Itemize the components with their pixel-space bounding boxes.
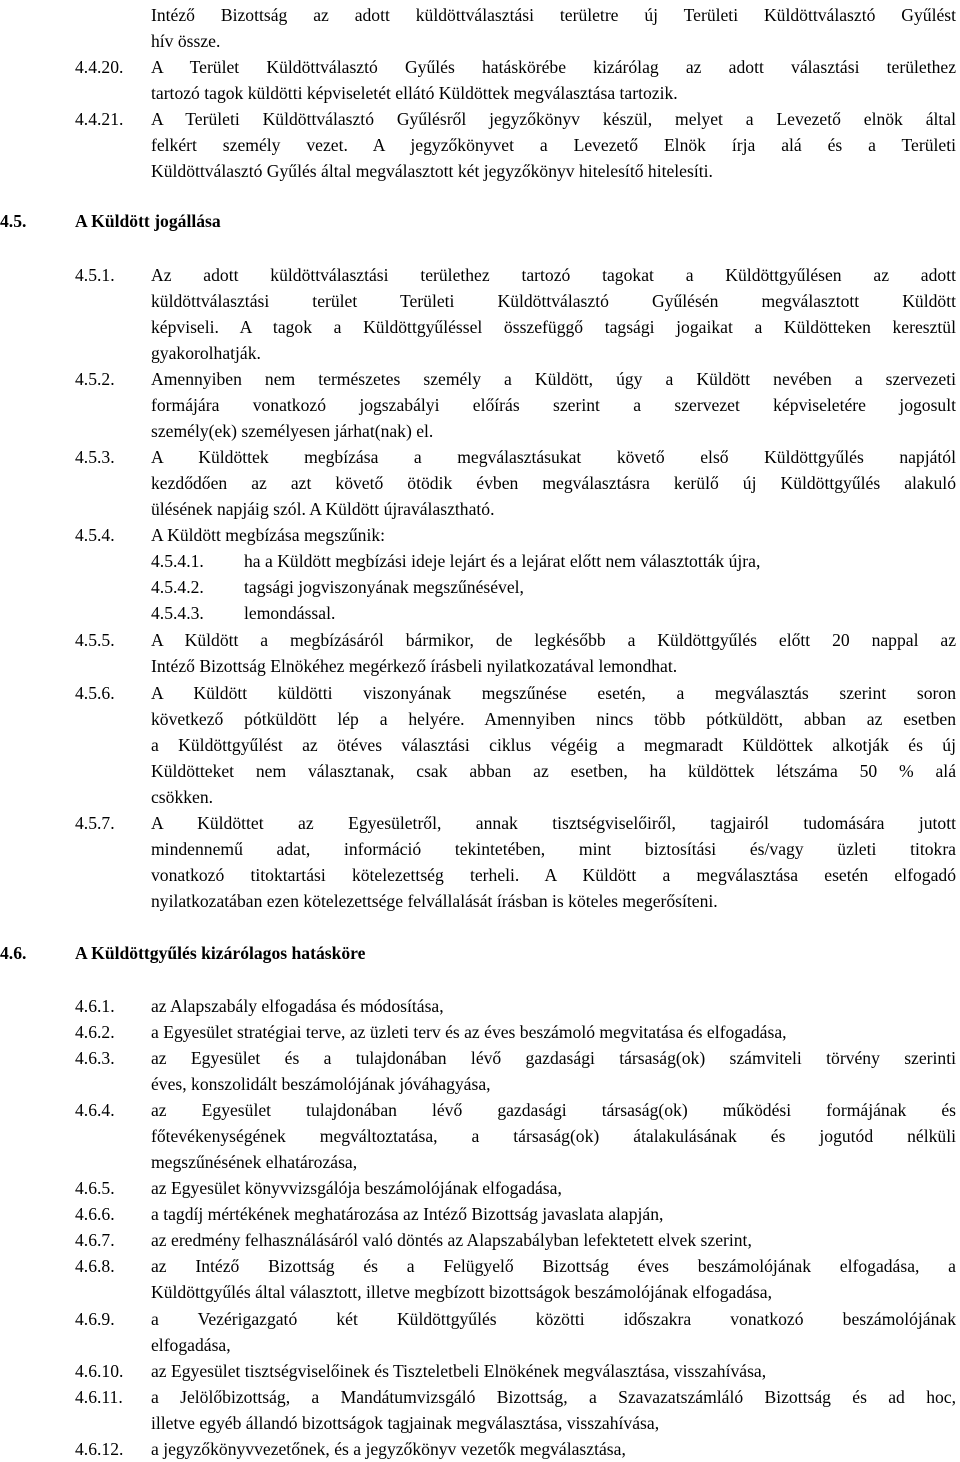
paragraph-4-6-5: az Egyesület könyvvizsgálója beszámolójának elfogadása, <box>151 1178 562 1198</box>
paragraph-4-5-3-line-2: kezdődően az azt követő ötödik évben megválasztásra kerülő új Küldöttgyűlés alakuló <box>151 473 956 493</box>
sub-number-4-5-4-1: 4.5.4.1. <box>151 551 204 571</box>
section-number-4-6-1: 4.6.1. <box>75 996 115 1016</box>
paragraph-4-5-3-line-1: A Küldöttek megbízása a megválasztásukat követő első Küldöttgyűlés napjától <box>151 447 956 467</box>
paragraph-4-4-21-line-2: felkért személy vezet. A jegyzőkönyvet a Levezető Elnök írja alá és a Területi <box>151 135 956 155</box>
paragraph-4-5-2-line-3: személy(ek) személyesen járhat(nak) el. <box>151 421 434 441</box>
section-number-4-4-20: 4.4.20. <box>75 57 124 77</box>
paragraph-4-6-8-line-2: Küldöttgyűlés által választott, illetve megbízott bizottságok beszámolójának elfogadása, <box>151 1282 772 1302</box>
section-number-4-5-4: 4.5.4. <box>75 525 115 545</box>
sub-item-4-5-4-3: lemondással. <box>244 603 336 623</box>
intro-line-1: Intéző Bizottság az adott küldöttválasztási területre új Területi Küldöttválasztó Gyűlést <box>151 5 956 25</box>
section-number-4-6-12: 4.6.12. <box>75 1439 124 1459</box>
paragraph-4-5-2-line-2: formájára vonatkozó jogszabályi előírás szerint a szervezet képviseletére jogosult <box>151 395 956 415</box>
paragraph-4-5-7-line-1: A Küldöttet az Egyesületről, annak tisztségviselőiről, tagjairól tudomására jutott <box>151 813 956 833</box>
paragraph-4-6-8-line-1: az Intéző Bizottság és a Felügyelő Bizottság éves beszámolójának elfogadása, a <box>151 1256 956 1276</box>
paragraph-4-6-3-line-1: az Egyesület és a tulajdonában lévő gazdasági társaság(ok) számviteli törvény szerinti <box>151 1048 956 1068</box>
paragraph-4-6-2: a Egyesület stratégiai terve, az üzleti terv és az éves beszámoló megvitatása és elfogadása, <box>151 1022 787 1042</box>
paragraph-4-4-20-line-2: tartozó tagok küldötti képviseletét ellátó Küldöttek megválasztása tartozik. <box>151 83 678 103</box>
section-number-4-5-5: 4.5.5. <box>75 630 115 650</box>
section-number-4-6-4: 4.6.4. <box>75 1100 115 1120</box>
section-number-4-6-10: 4.6.10. <box>75 1361 124 1381</box>
heading-number-4-6: 4.6. <box>0 943 27 963</box>
paragraph-4-5-1-line-4: gyakorolhatják. <box>151 343 261 363</box>
paragraph-4-5-6-line-4: Küldötteket nem választanak, csak abban az esetben, ha küldöttek létszáma 50 % alá <box>151 761 956 781</box>
paragraph-4-6-3-line-2: éves, konszolidált beszámolójának jóváhagyása, <box>151 1074 491 1094</box>
paragraph-4-5-6-line-2: következő pótküldött lép a helyére. Amennyiben nincs több pótküldött, abban az esetben <box>151 709 956 729</box>
paragraph-4-6-10: az Egyesület tisztségviselőinek és Tiszteletbeli Elnökének megválasztása, visszahívása, <box>151 1361 767 1381</box>
paragraph-4-5-3-line-3: ülésének napjáig szól. A Küldött újraválasztható. <box>151 499 495 519</box>
paragraph-4-6-11-line-2: illetve egyéb állandó bizottságok tagjainak megválasztása, visszahívása, <box>151 1413 660 1433</box>
section-number-4-6-6: 4.6.6. <box>75 1204 115 1224</box>
section-number-4-5-1: 4.5.1. <box>75 265 115 285</box>
paragraph-4-5-5-line-1: A Küldött a megbízásáról bármikor, de legkésőbb a Küldöttgyűlés előtt 20 nappal az <box>151 630 956 650</box>
section-number-4-5-7: 4.5.7. <box>75 813 115 833</box>
paragraph-4-5-7-line-2: mindennemű adat, információ tekintetében, mint biztosítási és/vagy üzleti titokra <box>151 839 956 859</box>
paragraph-4-5-6-line-5: csökken. <box>151 787 214 807</box>
section-number-4-6-9: 4.6.9. <box>75 1309 115 1329</box>
paragraph-4-6-9-line-2: elfogadása, <box>151 1335 231 1355</box>
paragraph-4-5-1-line-1: Az adott küldöttválasztási területhez tartozó tagokat a Küldöttgyűlésen az adott <box>151 265 956 285</box>
paragraph-4-6-12: a jegyzőkönyvvezetőnek, és a jegyzőkönyv vezetők megválasztása, <box>151 1439 626 1459</box>
section-number-4-5-3: 4.5.3. <box>75 447 115 467</box>
paragraph-4-5-6-line-3: a Küldöttgyűlést az ötéves választási ciklus végéig a megmaradt Küldöttek alkotják és új <box>151 735 956 755</box>
paragraph-4-5-5-line-2: Intéző Bizottság Elnökéhez megérkező írásbeli nyilatkozatával lemondhat. <box>151 656 678 676</box>
intro-line-2: hív össze. <box>151 31 221 51</box>
paragraph-4-5-7-line-3: vonatkozó titoktartási kötelezettség terheli. A Küldött a megválasztása esetén elfogadó <box>151 865 956 885</box>
paragraph-4-5-1-line-3: képviseli. A tagok a Küldöttgyűléssel összefüggő tagsági jogaikat a Küldötteken keresztül <box>151 317 956 337</box>
sub-item-4-5-4-1: ha a Küldött megbízási ideje lejárt és a lejárat előtt nem választották újra, <box>244 551 761 571</box>
section-number-4-6-5: 4.6.5. <box>75 1178 115 1198</box>
paragraph-4-6-9-line-1: a Vezérigazgató két Küldöttgyűlés közötti időszakra vonatkozó beszámolójának <box>151 1309 956 1329</box>
section-number-4-6-8: 4.6.8. <box>75 1256 115 1276</box>
paragraph-4-5-2-line-1: Amennyiben nem természetes személy a Küldött, úgy a Küldött nevében a szervezeti <box>151 369 956 389</box>
paragraph-4-4-21-line-3: Küldöttválasztó Gyűlés által megválasztott két jegyzőkönyv hitelesítő hitelesíti. <box>151 161 713 181</box>
section-number-4-5-2: 4.5.2. <box>75 369 115 389</box>
section-number-4-6-2: 4.6.2. <box>75 1022 115 1042</box>
sub-number-4-5-4-2: 4.5.4.2. <box>151 577 204 597</box>
paragraph-4-6-4-line-2: főtevékenységének megváltoztatása, a társaság(ok) átalakulásának és jogutód nélküli <box>151 1126 956 1146</box>
section-number-4-5-6: 4.5.6. <box>75 683 115 703</box>
heading-number-4-5: 4.5. <box>0 211 27 231</box>
paragraph-4-4-21-line-1: A Területi Küldöttválasztó Gyűlésről jegyzőkönyv készül, melyet a Levezető elnök által <box>151 109 956 129</box>
paragraph-4-5-7-line-4: nyilatkozatában ezen kötelezettsége felvállalását írásban is köteles megerősíteni. <box>151 891 718 911</box>
paragraph-4-6-4-line-1: az Egyesület tulajdonában lévő gazdasági társaság(ok) működési formájának és <box>151 1100 956 1120</box>
heading-title-4-5: A Küldött jogállása <box>75 211 221 231</box>
heading-title-4-6: A Küldöttgyűlés kizárólagos hatásköre <box>75 943 366 963</box>
paragraph-4-6-4-line-3: megszűnésének elhatározása, <box>151 1152 358 1172</box>
paragraph-4-6-1: az Alapszabály elfogadása és módosítása, <box>151 996 444 1016</box>
paragraph-4-5-6-line-1: A Küldött küldötti viszonyának megszűnése esetén, a megválasztás szerint soron <box>151 683 956 703</box>
paragraph-4-5-4-line-1: A Küldött megbízása megszűnik: <box>151 525 386 545</box>
sub-item-4-5-4-2: tagsági jogviszonyának megszűnésével, <box>244 577 524 597</box>
section-number-4-6-3: 4.6.3. <box>75 1048 115 1068</box>
section-number-4-6-7: 4.6.7. <box>75 1230 115 1250</box>
section-number-4-4-21: 4.4.21. <box>75 109 124 129</box>
paragraph-4-5-1-line-2: küldöttválasztási terület Területi Küldöttválasztó Gyűlésén megválasztott Küldött <box>151 291 956 311</box>
paragraph-4-4-20-line-1: A Terület Küldöttválasztó Gyűlés hatáskörébe kizárólag az adott választási területhez <box>151 57 956 77</box>
paragraph-4-6-6: a tagdíj mértékének meghatározása az Intéző Bizottság javaslata alapján, <box>151 1204 664 1224</box>
section-number-4-6-11: 4.6.11. <box>75 1387 123 1407</box>
paragraph-4-6-11-line-1: a Jelölőbizottság, a Mandátumvizsgáló Bizottság, a Szavazatszámláló Bizottság és ad hoc, <box>151 1387 956 1407</box>
sub-number-4-5-4-3: 4.5.4.3. <box>151 603 204 623</box>
paragraph-4-6-7: az eredmény felhasználásáról való döntés az Alapszabályban lefektetett elvek szerint, <box>151 1230 752 1250</box>
